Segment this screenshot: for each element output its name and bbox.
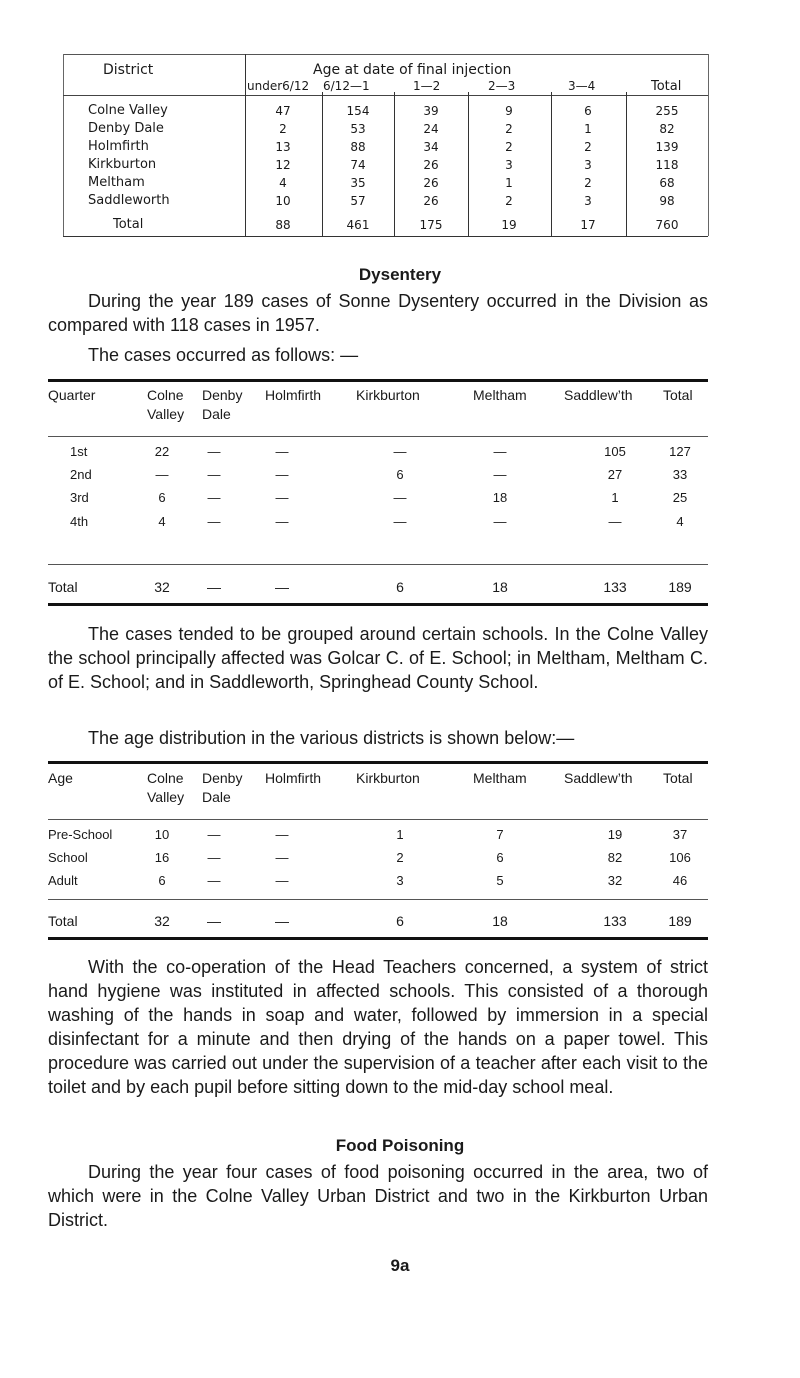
- district-label: Saddleworth: [88, 193, 170, 208]
- table-cell: 46: [672, 873, 688, 888]
- table-cell: 68: [659, 176, 675, 190]
- table-cell: 6: [584, 104, 592, 118]
- district-label: Denby Dale: [88, 121, 164, 136]
- total-cell: 6: [396, 913, 404, 929]
- total-label: Total: [113, 217, 144, 232]
- table-cell: 53: [350, 122, 366, 136]
- table-cell: 3: [584, 194, 592, 208]
- total-cell: 6: [396, 579, 404, 595]
- table-cell: 1: [611, 490, 619, 505]
- subheader: 6/12—1: [323, 79, 370, 93]
- food-poisoning-paragraph: During the year four cases of food poisoning occurred in the area, two of which were in the Colne Valley Urban District and two in the Kirkburton Urban District.: [48, 1162, 708, 1230]
- column-divider: [551, 92, 552, 236]
- column-header: Denby: [202, 387, 243, 403]
- header-rule: [63, 95, 708, 96]
- table-cell: 1: [505, 176, 513, 190]
- table-cell: 4: [279, 176, 287, 190]
- table-cell: 34: [423, 140, 439, 154]
- row-label: 3rd: [70, 490, 89, 505]
- table-cell: 26: [423, 158, 439, 172]
- total-cell: 189: [668, 913, 692, 929]
- table-cell: 10: [154, 827, 170, 842]
- table-cell: 105: [604, 444, 626, 459]
- table-cell: —: [493, 514, 507, 529]
- table-bottom-border: [63, 236, 708, 237]
- table-cell: 98: [659, 194, 675, 208]
- column-header: Colne: [147, 387, 184, 403]
- row-label: Adult: [48, 873, 78, 888]
- table-cell: 33: [672, 467, 688, 482]
- total-rule: [48, 899, 708, 900]
- table-cell: 10: [275, 194, 291, 208]
- table-cell: 12: [275, 158, 291, 172]
- total-cell: —: [275, 579, 289, 595]
- table-cell: 24: [423, 122, 439, 136]
- total-cell: 17: [580, 218, 596, 232]
- table-cell: 2: [279, 122, 287, 136]
- table-cell: 82: [659, 122, 675, 136]
- table-cell: 106: [669, 850, 691, 865]
- age-intro: The age distribution in the various districts is shown below:—: [88, 728, 575, 748]
- table-cell: —: [275, 850, 289, 865]
- row-label: 2nd: [70, 467, 92, 482]
- column-divider: [245, 54, 246, 236]
- table-cell: 7: [496, 827, 504, 842]
- vaccination-age-table: [63, 54, 708, 240]
- district-label: Meltham: [88, 175, 145, 190]
- column-header: Kirkburton: [356, 387, 420, 403]
- table-cell: 16: [154, 850, 170, 865]
- table-bottom-rule: [48, 937, 708, 940]
- table-cell: 3: [396, 873, 404, 888]
- total-cell: 32: [154, 579, 170, 595]
- district-label: Kirkburton: [88, 157, 157, 172]
- table-top-border: [63, 54, 708, 55]
- table-cell: —: [207, 490, 221, 505]
- column-header: Holmfirth: [265, 387, 322, 403]
- district-label: Holmfirth: [88, 139, 149, 154]
- column-header: Dale: [202, 789, 231, 805]
- total-cell: 88: [275, 218, 291, 232]
- table-cell: —: [207, 444, 221, 459]
- total-cell: 189: [668, 579, 692, 595]
- table-cell: 154: [346, 104, 370, 118]
- table-cell: 3: [584, 158, 592, 172]
- table-cell: —: [393, 490, 407, 505]
- table-cell: 2: [505, 122, 513, 136]
- table-cell: 18: [492, 490, 508, 505]
- table-cell: 32: [607, 873, 623, 888]
- table-cell: 26: [423, 194, 439, 208]
- total-cell: —: [207, 579, 221, 595]
- total-rule: [48, 564, 708, 565]
- column-divider: [468, 92, 469, 236]
- table-cell: 19: [607, 827, 623, 842]
- table-cell: 35: [350, 176, 366, 190]
- table-cell: 6: [496, 850, 504, 865]
- total-cell: 175: [419, 218, 443, 232]
- subheader: Total: [651, 79, 682, 94]
- table-cell: 57: [350, 194, 366, 208]
- cases-intro: The cases occurred as follows: —: [88, 345, 359, 365]
- table-cell: 2: [584, 140, 592, 154]
- total-label: Total: [48, 579, 78, 595]
- table-cell: —: [155, 467, 169, 482]
- table-cell: —: [207, 514, 221, 529]
- table-top-rule: [48, 761, 708, 764]
- table-cell: 82: [607, 850, 623, 865]
- table-cell: 47: [275, 104, 291, 118]
- table-cell: —: [608, 514, 622, 529]
- table-cell: 2: [505, 194, 513, 208]
- column-header: Age: [48, 770, 73, 786]
- table-cell: 2: [396, 850, 404, 865]
- table-cell: —: [275, 514, 289, 529]
- column-header: Valley: [147, 789, 185, 805]
- table-cell: 6: [158, 873, 166, 888]
- row-label: 4th: [70, 514, 89, 529]
- column-divider: [394, 92, 395, 236]
- table-cell: —: [207, 873, 221, 888]
- column-header: Total: [663, 770, 693, 786]
- total-cell: 18: [492, 913, 508, 929]
- table-cell: —: [393, 444, 407, 459]
- table-cell: —: [275, 444, 289, 459]
- table-cell: —: [493, 467, 507, 482]
- table-cell: 4: [158, 514, 166, 529]
- table-cell: 27: [607, 467, 623, 482]
- schools-paragraph: The cases tended to be grouped around certain schools. In the Colne Valley the school principally affected was Golcar C. of E. School; in Meltham, Meltham C. of E. School; and in Saddleworth, Springhead County School.: [48, 624, 708, 692]
- table-cell: 4: [676, 514, 684, 529]
- table-cell: 9: [505, 104, 513, 118]
- total-label: Total: [48, 913, 78, 929]
- table-right-border: [708, 54, 709, 236]
- total-cell: 19: [501, 218, 517, 232]
- page-number: 9a: [390, 1256, 410, 1275]
- total-cell: 32: [154, 913, 170, 929]
- row-label: School: [48, 850, 88, 865]
- header-rule: [48, 819, 708, 820]
- table-cell: 139: [655, 140, 679, 154]
- total-cell: 133: [603, 913, 627, 929]
- district-label: Colne Valley: [88, 103, 168, 118]
- subheader: 1—2: [413, 79, 441, 93]
- table-cell: 1: [396, 827, 404, 842]
- column-header: Colne: [147, 770, 184, 786]
- food-poisoning-heading: Food Poisoning: [335, 1136, 465, 1155]
- table-left-border: [63, 54, 64, 236]
- column-header: Denby: [202, 770, 243, 786]
- table-cell: —: [493, 444, 507, 459]
- dysentery-heading: Dysentery: [358, 265, 442, 284]
- table-cell: 39: [423, 104, 439, 118]
- table-cell: —: [207, 467, 221, 482]
- column-header: Holmfirth: [265, 770, 322, 786]
- table-cell: —: [207, 850, 221, 865]
- table-cell: —: [275, 490, 289, 505]
- dysentery-paragraph: During the year 189 cases of Sonne Dysentery occurred in the Division as compared with 118 cases in 1957.: [48, 291, 708, 335]
- column-header: Saddlew’th: [564, 387, 633, 403]
- table-cell: 255: [655, 104, 679, 118]
- table-cell: 3: [505, 158, 513, 172]
- age-header: Age at date of final injection: [313, 62, 512, 78]
- total-cell: 760: [655, 218, 679, 232]
- column-header: Meltham: [473, 770, 527, 786]
- table-cell: 6: [396, 467, 404, 482]
- table-cell: —: [393, 514, 407, 529]
- table-cell: 127: [669, 444, 691, 459]
- subheader: 2—3: [488, 79, 516, 93]
- total-cell: 18: [492, 579, 508, 595]
- total-cell: 133: [603, 579, 627, 595]
- table-top-rule: [48, 379, 708, 382]
- table-cell: 5: [496, 873, 504, 888]
- table-cell: —: [207, 827, 221, 842]
- column-header: Valley: [147, 406, 185, 422]
- column-header: Dale: [202, 406, 231, 422]
- subheader: under6/12: [247, 79, 310, 93]
- column-divider: [322, 92, 323, 236]
- table-cell: 88: [350, 140, 366, 154]
- table-cell: 2: [584, 176, 592, 190]
- total-cell: —: [275, 913, 289, 929]
- table-cell: —: [275, 467, 289, 482]
- column-header: Total: [663, 387, 693, 403]
- table-cell: 118: [655, 158, 679, 172]
- table-cell: —: [275, 827, 289, 842]
- total-cell: —: [207, 913, 221, 929]
- table-cell: 13: [275, 140, 291, 154]
- row-label: 1st: [70, 444, 88, 459]
- hygiene-paragraph: With the co-operation of the Head Teachers concerned, a system of strict hand hygiene was instituted in affected schools. This consisted of a thorough washing of the hands in soap and water, followed by immersion in a special disinfectant for a minute and then drying of the hands on a paper towel. This procedure was carried out under the supervision of a teacher after each visit to the toilet and by each pupil before sitting down to the mid-day school meal.: [48, 957, 708, 1097]
- table-cell: —: [275, 873, 289, 888]
- subheader: 3—4: [568, 79, 596, 93]
- table-cell: 2: [505, 140, 513, 154]
- header-rule: [48, 436, 708, 437]
- table-cell: 1: [584, 122, 592, 136]
- column-header: Meltham: [473, 387, 527, 403]
- table-bottom-rule: [48, 603, 708, 606]
- column-header: Saddlew’th: [564, 770, 633, 786]
- column-divider: [626, 92, 627, 236]
- table-cell: 6: [158, 490, 166, 505]
- table-cell: 26: [423, 176, 439, 190]
- row-label: Pre-School: [48, 827, 113, 842]
- column-header: Kirkburton: [356, 770, 420, 786]
- district-header: District: [103, 62, 154, 78]
- table-cell: 37: [672, 827, 688, 842]
- column-header: Quarter: [48, 387, 96, 403]
- total-cell: 461: [346, 218, 370, 232]
- table-cell: 22: [154, 444, 170, 459]
- table-cell: 25: [672, 490, 688, 505]
- table-cell: 74: [350, 158, 366, 172]
